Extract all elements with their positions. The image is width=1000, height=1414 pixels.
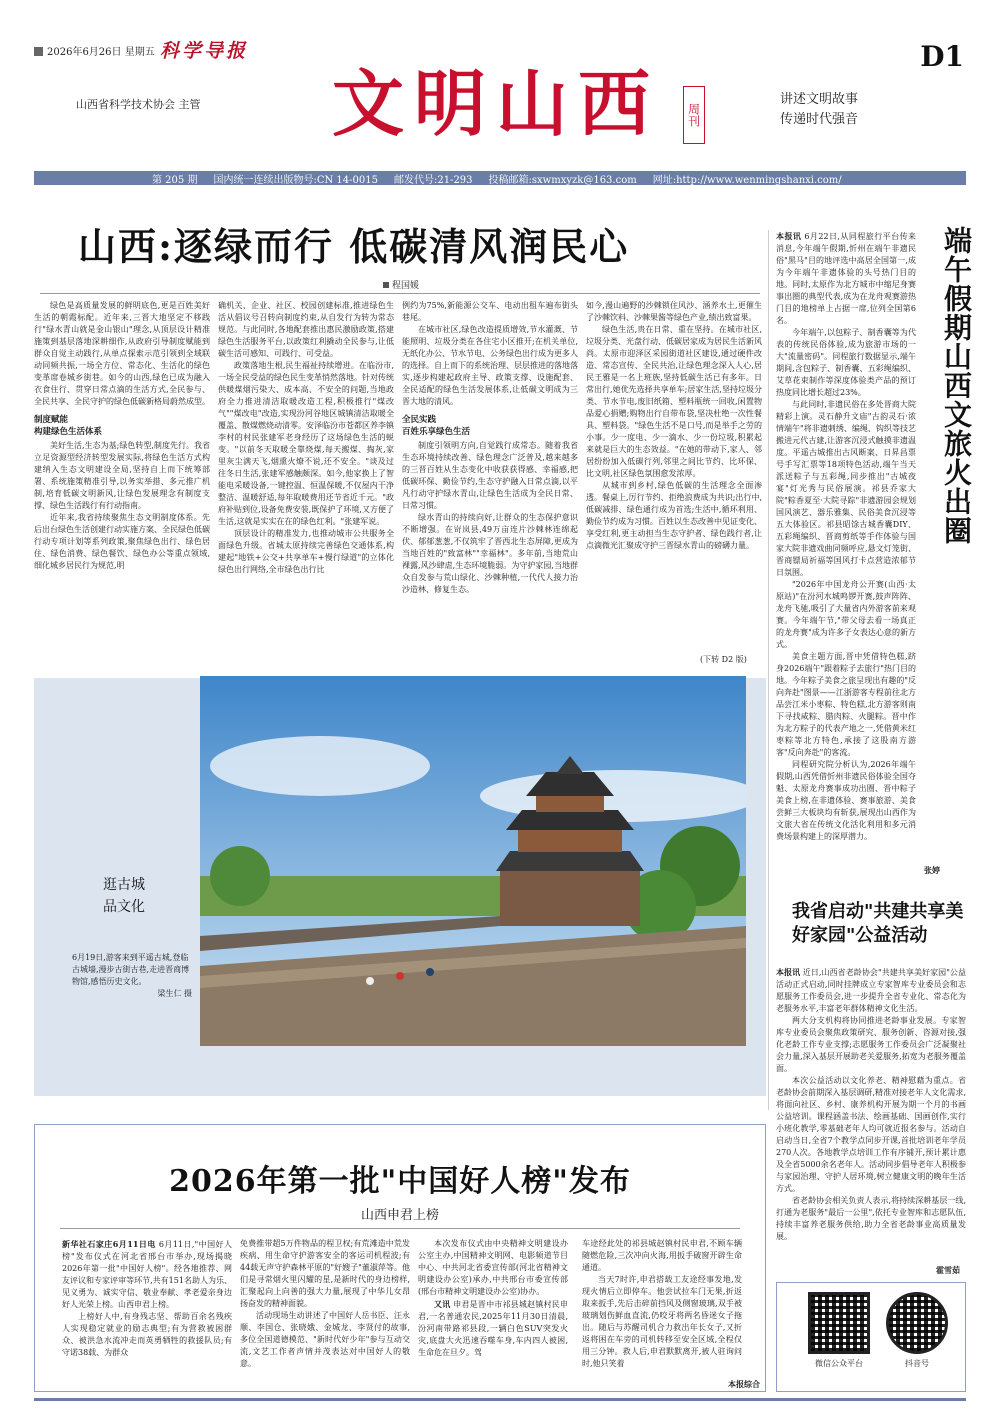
subheading <box>34 414 210 438</box>
website-link[interactable]: 网址:http://www.wenmingshanxi.com/ <box>652 174 842 185</box>
continue-note: (下转 D2 版) <box>700 655 747 664</box>
byline: 本报综合 <box>728 1379 760 1389</box>
feature-column-4 <box>582 1238 742 1378</box>
masthead-title: 文明山西 <box>332 61 661 146</box>
paragraph: 上榜好人中,有身残志坚、帮助百余名残疾人实现稳定就业的励志典型;有为营救被困群众、被洪急水流冲走而英勇牺牲的救援队员;有守诺38载、为群众 <box>62 1312 232 1357</box>
subheading-line-2: 构建绿色生活体系 <box>34 427 103 437</box>
paragraph: 顶层设计的精准发力,也推动城市公共服务全面绿色升级。省城太原持续完善绿色交通体系,构建起"地铁+公交+共享单车+慢行绿道"的立体化绿色出行网络,全市绿色出行比 <box>218 529 394 574</box>
photo-title <box>84 874 164 918</box>
paragraph: 政策落地生根,民生福祉持续增进。在临汾市,一场全民受益的绿色民生变革悄然落地。针对传统供暖煤烟污染大、成本高、不安全的问题,当地政府全力推进清洁取暖改造工程,积极推行"煤改气""煤改电"改造,实现汾河谷地区城镇清洁取暖全覆盖、散煤燃烧动清零。安泽临汾市苍都区养李镇李村的村民张建军老身经历了这场绿色生活的蜕变。"以前冬天取暖全靠烧煤,每天搬煤、掏灰,家里灰尘满天飞,烟熏火燎不说,还不安全。"谈及过往冬日生活,张建军感触颇深。如今,他家换上了智能电采暖设备,一键控温、恒温保暖,不仅屋内干净整洁、温暖舒适,每年取暖费用还节省近千元。"政府补贴到位,设备免费安装,既保护了环境,又方便了生活,这就是实实在在的绿色红利。"张建军说。 <box>218 361 394 526</box>
paragraph: 今年端午,以包粽子、制香囊等为代表的传统民俗体验,成为旅游市场的一大"流量密码"。同程旅行数据显示,端午期间,含包粽子、制香囊、五彩绳编织、艾草花束制作等深度体验类产品的预订热度同比增长超过23%。 <box>776 328 916 397</box>
paragraph: 如今,漫山遍野的沙棘锁住风沙、涵养水土,更催生了沙棘饮料、沙棘果酱等绿色产业,绩出致富果。 <box>586 301 762 322</box>
photo-credit: 梁生仁 摄 <box>157 989 192 998</box>
divider <box>768 230 769 1110</box>
paragraph: 6月11日,"中国好人榜"发布仪式在河北省邢台市举办,现场揭晓2026年第一批"中国好人榜"。经各地推荐、网友评议和专家评审等环节,共有151名助人为乐、见义勇为、诚实守信、敬业奉献、孝老爱亲身边好人光荣上榜。山西申君上榜。 <box>62 1240 232 1309</box>
page-number: D1 <box>920 40 964 73</box>
paragraph: 绿色是高质量发展的鲜明底色,更是百姓美好生活的朝霞标配。近年来,三晋大地坚定不移践行"绿水青山就是金山银山"理念,从顶层设计精准施策到基层落地深耕细作,从政府引导制度赋能到群众自觉主动践行,从单点探索示范引领到全域联动同频共振,一场全方位、常态化、生活化的绿色变革席卷城乡街巷。如今的山西,绿色已成为融入衣食住行、贯穿日常点滴的生活方式,全民参与、全民共享、全民守护的绿色低碳新格局蔚然成型。 <box>34 301 210 406</box>
subheading-line-1: 全民实践 <box>402 415 437 425</box>
postal-code: 邮发代号:21-293 <box>393 174 473 185</box>
ancient-city-photo <box>200 676 746 1046</box>
photo-title-line-2: 品文化 <box>103 899 145 915</box>
qr-label: 微信公众平台 <box>815 1359 863 1368</box>
feature-column-3 <box>418 1238 568 1388</box>
lead-author: 程国媛 <box>383 278 419 291</box>
news-label: 本报讯 <box>776 967 801 977</box>
news-label: 新华社石家庄6月11日电 <box>62 1239 156 1249</box>
paragraph: 当天7时许,申君搭载工友途经事发地,发现火情后立即停车。他尝试拉车门无果,折返取来扳手,先后击碎前挡风及侧窗玻璃,双手被玻璃划伤鲜血直流,仍咬牙将两名昏迷女子拖出。随后与苏醒司机合力救出年长女子,又折返将困在车旁的司机转移至安全区域,全程仅用三分钟。救人后,申君默默离开,被人驻询问时,他只笑着 <box>582 1275 742 1368</box>
divider <box>40 293 760 294</box>
newspaper-logo: 科学导报 <box>160 40 249 62</box>
paragraph: 同程研究院分析认为,2026年端午假期,山西凭借忻州非遗民俗体验全国夺魁、太原龙舟赛事成功出圈、晋中粽子美食上榜,在非遗体验、赛事旅游、美食尝鲜三大板块均有斩获,展现出山西作为文旅大省在传统文化活化利用和多元消费场景构建上的深厚潜力。 <box>776 760 916 841</box>
lead-column-4 <box>586 300 762 670</box>
news-label: 本报讯 <box>776 231 802 241</box>
lead-column-3 <box>402 300 578 670</box>
paragraph: 制度引领明方向,自觉践行成常态。随着我省生态环境持续改善、绿色理念广泛普及,越来越多的三晋百姓从生态变化中收获获得感、幸福感,把低碳环保、勤俭节约,生态守护融入日常点滴,以平凡行动守护绿水青山,让绿色生活成为全民日常、日常习惯。 <box>402 441 578 510</box>
sidebar-article <box>776 230 916 858</box>
paragraph: 两大分支机构将协同推进老龄事业发展。专家智库专业委员会聚焦政策研究、服务创新、咨源对接,强化老龄工作专业支撑;志愿服务工作委员会广泛凝聚社会力量,深入基层开展助老关爱服务,拓宽为老服务覆盖面。 <box>776 1016 966 1073</box>
organizer: 山西省科学技术协会 主管 <box>76 98 201 111</box>
cn-number: 国内统一连续出版物号:CN 14-0015 <box>213 174 378 185</box>
news-label: 又讯 <box>434 1299 451 1309</box>
paragraph: 绿水青山的持续向好,让群众的生态保护意识不断增强。在岢岚县,49万亩连片沙棘林连绵起伏、郁郁葱葱,不仅筑牢了晋西北生态屏障,更成为当地百姓的"致富林""幸福林"。多年前,当地荒山裸露,风沙肆虐,生态环境脆弱。为守护家园,当地群众自发参与荒山绿化、沙棘种植,一代代人接力治沙造林、修复生态。 <box>402 513 578 594</box>
qr-code-icon <box>808 1292 870 1354</box>
paragraph: 例约为75%,新能源公交车、电动出租车遍布街头巷尾。 <box>402 301 578 322</box>
paragraph: 车途经此处的祁县城赵镇村民申君,不顾车辆随燃危险,三次冲向火海,用扳手破窗开辟生命通道。 <box>582 1239 742 1272</box>
lead-column-2 <box>218 300 394 670</box>
sidebar-article-2 <box>776 966 966 1278</box>
pingyao-tower-image <box>200 676 746 1046</box>
lead-column-1 <box>34 300 210 670</box>
paragraph: "2026年中国龙舟公开赛(山西·太原站)"在汾河水城鸣锣开赛,鼓声阵阵、龙舟飞驰,吸引了大量省内外游客前来观赛。今年端午节,"带父母去看一场真正的龙舟赛"成为许多子女表达心意的新方式。 <box>776 580 916 649</box>
paragraph: 美食主题方面,晋中凭借特色糕,跻身2026端午"跟着粽子去旅行"热门目的地。今年粽子美食之旅呈现出有趣的"反向奔赴"图景——江浙游客专程前往北方品尝江米小枣粽、特色糕,北方游客则南下寻找咸粽、腊肉粽、火腿粽。晋中作为北方粽子的代表产地之一,凭借黄米红枣粽等北方特色,承接了这股南方游客"反向奔赴"的客流。 <box>776 652 916 757</box>
byline: 张婷 <box>924 865 940 875</box>
paragraph: 免费推带超5万件物品的程卫权;有荒滩造中荒发疾病、用生命守护游客安全的客运司机程波;有44载无声守护森林平原的"好嫂子"董淑萍等。他们是寻常烟火里闪耀的星,是新时代的身边榜样,汇聚起向上向善的强大力量,展现了中华儿女昂扬奋发的精神面貌。 <box>240 1239 410 1308</box>
feature-subheadline: 山西申君上榜 <box>360 1208 439 1223</box>
paragraph: 本次发布仪式由中央精神文明建设办公室主办,中国精神文明网、电影频道节目中心、中共河北省委宣传部(河北省精神文明建设办公室)承办,中共邢台市委宣传部(邢台市精神文明建设办公室)协办。 <box>418 1239 568 1296</box>
feature-column-2 <box>240 1238 410 1388</box>
paragraph: 省老龄协会相关负责人表示,将持续深耕基层一线,打通为老服务"最后一公里",依托专业智库和志愿队伍,持续丰富养老服务供给,助力全省老龄事业高质量发展。 <box>776 1196 966 1241</box>
paragraph: 近日,山西省老龄协会"共建共享美好家园"公益活动正式启动,同时挂牌成立专家智库专业委员会和志愿服务工作委员会,进一步提升全省专业化、常态化为老服务水平,丰富老年群体精神文化生活。 <box>776 968 966 1013</box>
subheading-line-2: 百姓乐享绿色生活 <box>402 427 471 437</box>
feature-headline: 2026年第一批"中国好人榜"发布 <box>169 1164 631 1199</box>
sidebar-headline: 端午假期山西文旅火出圈 <box>940 226 973 545</box>
paragraph: 本次公益活动以文化养老、精神慰藉为重点。省老龄协会前期深入基层调研,精准对接老年人文化需求,将面向社区、乡村、康养机构开展为期一个月的书画公益培训。课程涵盖书法、绘画基础、国画创作,实行小班化教学,零基础老年人均可就近报名参与。活动自启动当日,全省7个教学点同步开课,首批培训老年学员270人次。各地教学点培训工作有序铺开,预计累计惠及全省5000余名老年人。活动同步倡导老年人积极参与家园治理、守护人居环境,树立健康文明的晚年生活方式。 <box>776 1076 966 1193</box>
issue-date: 2026年6月26日 星期五 <box>34 43 155 58</box>
slogan-line-1: 讲述文明故事 <box>780 92 859 107</box>
photo-caption <box>72 952 192 1000</box>
paragraph: 绿色生活,贵在日常、重在坚持。在城市社区,垃圾分类、光盘行动、低碳居家成为居民生活新风尚。太原市迎泽区采园街道社区建设,通过硬件改造、常态宣传、全民共治,让绿色理念深入人心,居民王雅是一名上班族,坚持低碳生活已有多年。日常出行,她优先选择共享单车;居家生活,坚持垃圾分类、节水节电,废旧纸箱、塑料瓶统一回收,闲置物品爱心捐赠;购物出行自带布袋,坚决杜绝一次性餐具、塑料袋。"绿色生活不是口号,而是举手之劳的小事。少一度电、少一滴水、少一份垃圾,积累起来就是巨大的生态效益。"在她的带动下,家人、邻居纷纷加入低碳行列,邻里之间比节约、比环保、比文明,社区绿色氛围愈发浓厚。 <box>586 325 762 478</box>
wechat-qr[interactable] <box>808 1292 870 1369</box>
slogan-line-2: 传递时代强音 <box>780 112 859 127</box>
subheading <box>402 414 578 438</box>
paragraph: 从城市到乡村,绿色低碳的生活理念全面渗透。餐桌上,厉行节约、拒绝浪费成为共识;出行中,低碳减排、绿色通行成为首选;生活中,循环利用、勤俭节约成为习惯。百姓以生态改善中见证变化、享受红利,更主动担当生态守护者、绿色践行者,让点滴微光汇聚成守护三晋绿水青山的磅礴力量。 <box>586 481 762 550</box>
lead-headline: 山西:逐绿而行 低碳清风润民心 <box>78 224 630 269</box>
paragraph: 确机关、企业、社区、校园创建标准,推进绿色生活从倡议号召转向制度约束,从自发行为转为常态规范。与此同时,各地配套推出惠民激励政策,搭建绿色生活服务平台,以政策红利撬动全民参与,让低碳生活可感知、可践行、可受益。 <box>218 301 394 358</box>
weekly-badge: 周刊 <box>683 86 705 144</box>
feature-column-1 <box>62 1238 232 1388</box>
footer-bar <box>34 1398 966 1401</box>
paragraph: 6月22日,从同程旅行平台传来消息,今年端午假期,忻州在端午非遗民俗"黑马"目的地评选中高居全国第一,成为今年端午非遗体验的头号热门目的地。同时,太原作为北方城市中缩尼身赛事出圈的典型代表,成为在龙舟观赛游热门目的地榜单上占据一席,位列全国第6名。 <box>776 232 916 325</box>
qr-code-icon <box>886 1292 948 1354</box>
paragraph: 与此同时,非遗民俗在多处晋商大院精彩上演。灵石静升文庙"古韵灵石·浓情端午"将非遗刺绣、编绳、钩织等技艺搬进元代古建,让游客沉浸式触摸非遗温度。平遥古城推出古风断案、日昇昌票号手写汇票等18项特色活动,端午当天派送粽子与五彩绳,同步推出"古城夜宴"灯光秀与民俗展演。祁县乔家大院"粽香夏至·大院寻踪"非遗游园会规划国风演艺、器乐雅集、民俗美食沉浸等五大体验区。祁县昭馀古城香囊DIY、五彩绳编织、晋商剪纸等手作体验与国家大院非遗戏曲同频呼应,悬文灯笼街、晋商镖局祈福等国风打卡点营造浓郁节日氛围。 <box>776 400 916 577</box>
photo-title-line-1: 逛古城 <box>103 877 145 893</box>
douyin-qr[interactable] <box>886 1292 948 1369</box>
info-bar <box>34 171 966 185</box>
divider <box>60 1228 740 1229</box>
byline: 霍雪茹 <box>936 1265 960 1275</box>
qr-label: 抖音号 <box>905 1359 929 1368</box>
paragraph: 美好生活,生态为基;绿色转型,制度先行。我省立足资源型经济转型发展实际,将绿色生活方式构建纳入生态文明建设全局,坚持自上而下统筹部署、系统施策精准引导,以务实举措、多元推广机制,培育低碳文明新风,让绿色发展理念有制度支撑、绿色生活践行有行动指南。 <box>34 441 210 510</box>
sidebar-headline-2: 我省启动"共建共享美好家园"公益活动 <box>792 901 964 946</box>
paragraph: 近年来,我省持续聚焦生态文明制度体系。先后出台绿色生活创建行动实施方案、全民绿色低碳行动专项计划等系列政策,聚焦绿色出行、绿色居住、绿色消费、绿色餐饮、绿色办公等重点领域,细化城乡居民行为规范,明 <box>34 513 210 570</box>
slogan <box>780 90 858 130</box>
subheading-line-1: 制度赋能 <box>34 415 69 425</box>
caption-text: 6月19日,游客来到平遥古城,登临古城墙,漫步古街古巷,走进晋商博物馆,感悟历史文化。 <box>72 953 190 986</box>
paragraph: 在城市社区,绿色改造提质增效,节水灌溉、节能照明、垃圾分类在各住宅小区推开;在机关单位,无纸化办公、节水节电、公务绿色出行成为更多人的选择。自上而下的系统治理、层层推进的落地落实,逐步构建起政府主导、政策支撑、设施配套、全民适配的绿色生活发展体系,让低碳文明成为三晋大地的清风。 <box>402 325 578 406</box>
contribution-email[interactable]: 投稿邮箱:sxwmxyzk@163.com <box>488 174 637 185</box>
paragraph: 申君是晋中市祁县城赵镇村民申君,一名普通农民,2025年11月30日清晨,汾河南带路祁县段,一辆白色SUV突发火灾,底盘大火迅速吞噬车身,车内四人被困,生命危在旦夕。驾 <box>418 1300 568 1357</box>
paragraph: 活动现场生动讲述了中国好人岳书臣、汪永顺、李国仓、张晓娥、金城龙、李贤付的故事,多位全国道德模范、"新时代好少年"参与互动交流,文艺工作者声情并茂表达对中国好人的敬意。 <box>240 1311 410 1368</box>
issue-number: 第 205 期 <box>152 174 198 185</box>
